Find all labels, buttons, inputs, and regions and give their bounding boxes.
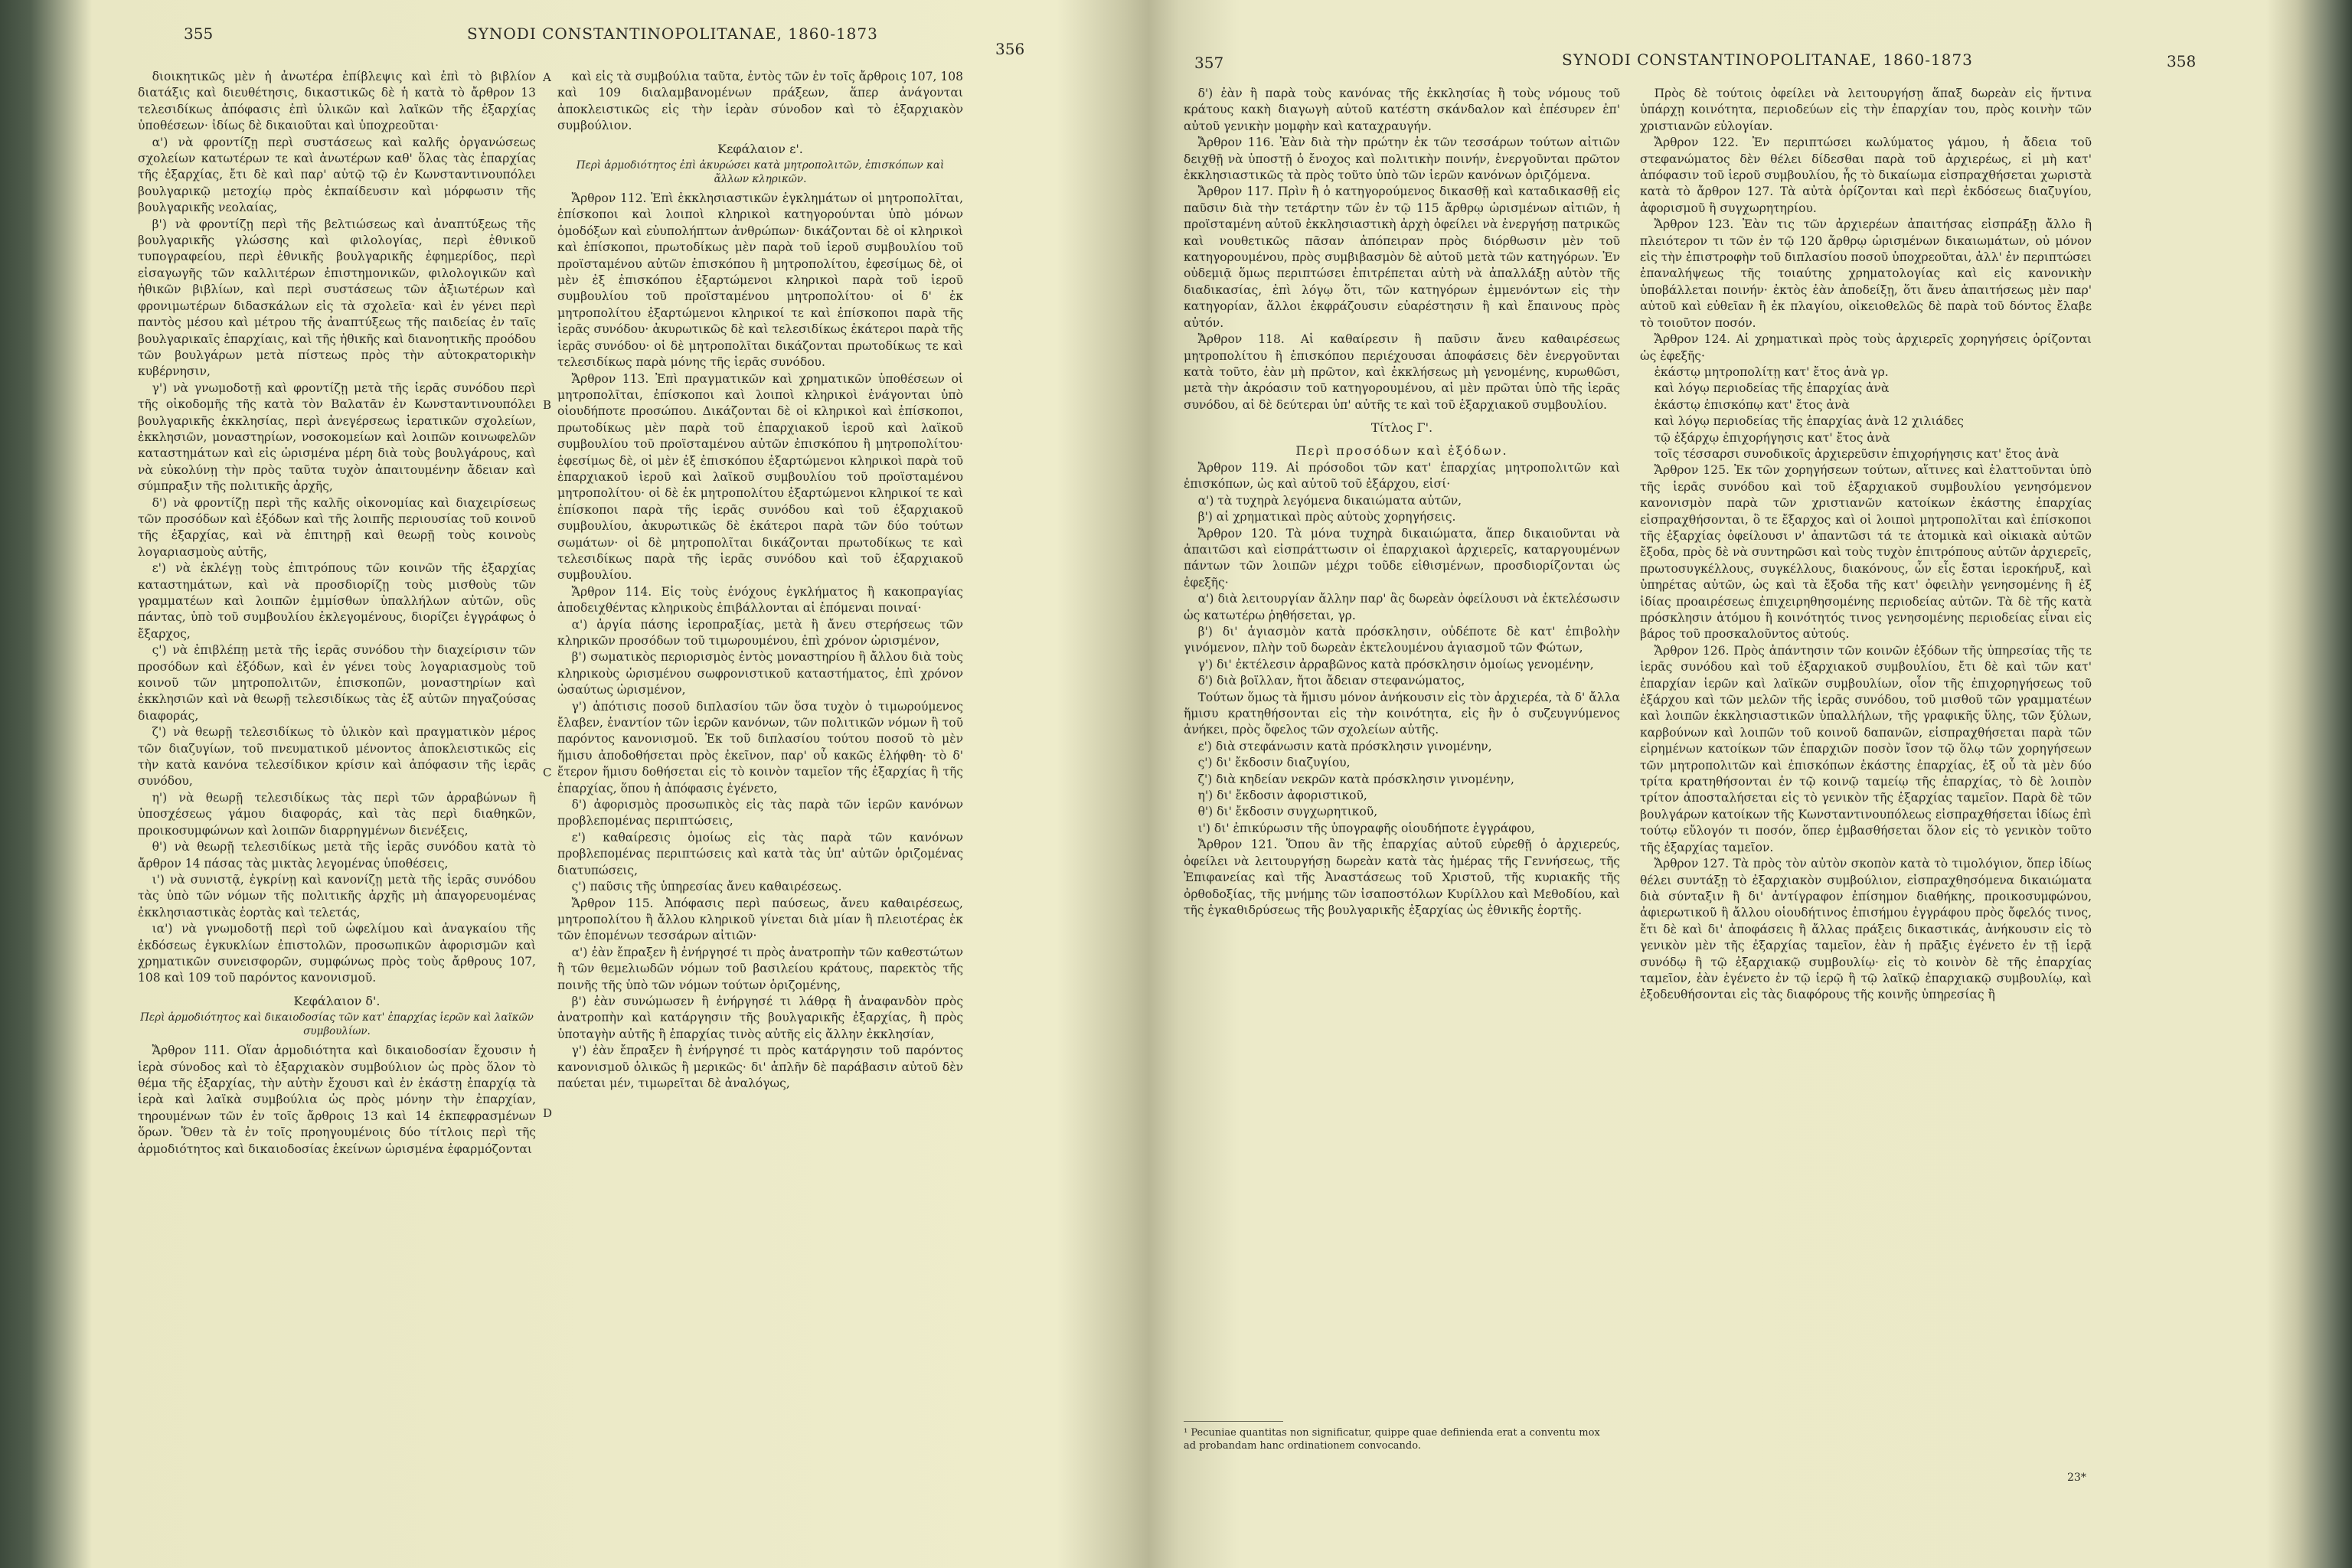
paragraph: ς') νὰ ἐπιβλέπῃ μετὰ τῆς ἱερᾶς συνόδου τὴν διαχείρισιν τῶν προσόδων καὶ ἐξόδων, καὶ ἐν γένει τοὺς λογαριασμοὺς τοῦ κοινοῦ τῶν μητροπολιτῶν, ἐπισκοπῶν, μοναστηρίων καὶ ἐκκλησιῶν καὶ νὰ θεωρῇ τελεσιδίκως τὰς ἐξ αὐτῶν πηγαζούσας διαφοράς, [138, 643, 536, 723]
paragraph: β') αἱ χρηματικαὶ πρὸς αὐτοὺς χορηγήσεις. [1197, 510, 1456, 524]
footnote-rule [1184, 1421, 1283, 1422]
paragraph: Πρὸς δὲ τούτοις ὀφείλει νὰ λειτουργήσῃ ἅπαξ δωρεὰν εἰς ἥντινα ὑπάρχῃ κοινότητα, περιοδεύων εἰς τὴν ἐπαρχίαν του, πρὸς κοινὴν τῶν χριστιανῶν εὐλογίαν. [1640, 87, 2092, 133]
paragraph: ε') διὰ στεφάνωσιν κατὰ πρόσκλησιν γινομένην, [1197, 739, 1492, 753]
paragraph: τῷ ἐξάρχῳ ἐπιχορήγησις κατ' ἔτος ἀνὰ [1654, 430, 1890, 445]
paragraph: διοικητικῶς μὲν ἡ ἀνωτέρα ἐπίβλεψις καὶ ἐπὶ τὸ βιβλίον διατάξις καὶ διευθέτησις, δικαστικῶς δὲ ἡ κατὰ τὸ ἄρθρον 13 τελεσιδίκως ἀπόφασις ἐπὶ ὑλικῶν καὶ λαϊκῶν τῆς ἐξαρχίας ὑποθέσεων· ἰδίως δὲ δικαιοῦται καὶ ὑποχρεοῦται· [138, 70, 536, 133]
chapter-subheading: Περὶ ἁρμοδιότητος καὶ δικαιοδοσίας τῶν κατ' ἐπαρχίας ἱερῶν καὶ λαϊκῶν συμβουλίων. [140, 1011, 534, 1038]
paragraph: Ἄρθρον 113. Ἐπὶ πραγματικῶν καὶ χρηματικῶν ὑποθέσεων οἱ μητροπολῖται, ἐπίσκοποι καὶ λοιποὶ κληρικοὶ ἐνάγονται ὑπὸ οἱουδήποτε προσώπου. Δικάζονται δὲ οἱ κληρικοὶ καὶ ἐπίσκοποι, πρωτοδίκως μὲν παρὰ τοῦ ἐπαρχιακοῦ ἱεροῦ καὶ λαϊκοῦ συμβουλίου τοῦ προϊσταμένου αὐτῶν ἐπισκόπου ἢ μητροπολίτου· ἐφεσίμως δὲ, οἱ μὲν ἐξ ἐπισκόπου ἐξαρτώμενοι κληρικοὶ παρὰ τοῦ ἐπαρχιακοῦ ἱεροῦ καὶ λαϊκοῦ συμβουλίου τοῦ προϊσταμένου μητροπολίτου· οἱ δὲ ἐκ μητροπολίτου ἐξαρτώμενοι κληρικοί τε καὶ ἐπίσκοποι παρὰ τῆς ἱερᾶς συνόδου καὶ τοῦ ἐξαρχιακοῦ συμβουλίου, ἀκυρωτικῶς δὲ ἑκάτεροι παρὰ τῶν δύο τούτων σωμάτων· οἱ δὲ μητροπολῖται δικάζονται πρωτοδίκως τε καὶ τελεσιδίκως παρὰ τῆς ἱερᾶς συνόδου καὶ τοῦ ἐξαρχιακοῦ συμβουλίου. [557, 371, 963, 583]
paragraph: ζ') διὰ κηδείαν νεκρῶν κατὰ πρόσκλησιν γινομένην, [1197, 772, 1514, 786]
paragraph: ς') παῦσις τῆς ὑπηρεσίας ἄνευ καθαιρέσεως. [571, 880, 842, 894]
paragraph: β') δι' ἁγιασμὸν κατὰ πρόσκλησιν, οὐδέποτε δὲ κατ' ἐπιβολὴν γινόμενον, πλὴν τοῦ δωρεὰν ἐκτελουμένου ἁγιασμοῦ τῶν Φώτων, [1184, 625, 1620, 655]
paragraph: β') σωματικὸς περιορισμὸς ἐντὸς μοναστηρίου ἢ ἄλλου διὰ τοὺς κληρικοὺς ὡρισμένου σωφρονιστικοῦ καταστήματος, ἐπὶ χρόνον ὡσαύτως ὡρισμένον, [557, 650, 963, 697]
paragraph: δ') ἐὰν ἢ παρὰ τοὺς κανόνας τῆς ἐκκλησίας ἢ τοὺς νόμους τοῦ κράτους κακὴ διαγωγὴ αὐτοῦ κατέστη σκάνδαλον καὶ ἐπέσυρεν ἐπ' αὐτοῦ γενικὴν μομφὴν καὶ καταχραυγήν. [1184, 87, 1620, 133]
paragraph: α') τὰ τυχηρὰ λεγόμενα δικαιώματα αὐτῶν, [1197, 493, 1462, 508]
paragraph: γ') νὰ γνωμοδοτῇ καὶ φροντίζῃ μετὰ τῆς ἱερᾶς συνόδου περὶ τῆς οἰκοδομῆς τῆς κατὰ τὸν Βαλατᾶν ἐν Κωνσταντινουπόλει βουλγαρικῆς ἐκκλησίας, περὶ ἀνεγέρσεως ἱερατικῶν σχολείων, ἐκκλησιῶν, μοναστηρίων, νοσοκομείων καὶ λοιπῶν κοινωφελῶν καταστημάτων καὶ εἰς ὡρισμένα μέρη διὰ τοὺς βουλγάρους, καὶ νὰ εὐκολύνῃ τὴν πρὸς ταῦτα τυχὸν ἀπαιτουμένην ἄδειαν καὶ σύμπραξιν τῆς πολιτικῆς ἀρχῆς, [138, 381, 536, 494]
margin-letter-b: B [543, 398, 552, 412]
paragraph: ἑκάστῳ ἐπισκόπῳ κατ' ἔτος ἀνὰ [1654, 397, 1850, 412]
paragraph: α') διὰ λειτουργίαν ἄλλην παρ' ἃς δωρεὰν ὀφείλουσι νὰ ἐκτελέσωσιν ὡς κατωτέρω ῥηθήσεται, γρ. [1184, 592, 1620, 622]
column-3 [1184, 86, 1620, 919]
paragraph: Ἄρθρον 119. Αἱ πρόσοδοι τῶν κατ' ἐπαρχίας μητροπολιτῶν καὶ ἐπισκόπων, ὡς καὶ αὐτοῦ τοῦ ἐξάρχου, εἰσί· [1184, 460, 1620, 492]
paragraph: Ἄρθρον 117. Πρὶν ἢ ὁ κατηγορούμενος δικασθῇ καὶ καταδικασθῇ εἰς παῦσιν διὰ τὴν τετάρτην τῶν ἐν τῷ 115 ἄρθρῳ ὡρισμένων αἰτιῶν, ἡ προϊσταμένη αὐτοῦ ἐκκλησιαστικὴ ἀρχὴ ὀφείλει νὰ ἐνεργήσῃ πατρικῶς καὶ νουθετικῶς πᾶσαν ἀπόπειραν πρὸς διόρθωσιν μὲν τοῦ κατηγορουμένου, πρὸς συμβιβασμὸν δὲ αὐτοῦ μετὰ τῶν κατηγόρων. Ἐν οὐδεμιᾷ ὅμως περιπτώσει ἐπιτρέπεται αὐτὴ νὰ ἀπαλλάξῃ αὐτὸν τῆς διαδικασίας, ἐπὶ λόγῳ ὅτι, τῶν κατηγόρων ἐμμενόντων εἰς τὴν κατηγορίαν, ἄλλοι ἐκφράζουσιν εὐαρέστησιν ἢ καὶ ἔπαινους πρὸς αὐτόν. [1184, 185, 1620, 330]
paragraph: καὶ λόγῳ περιοδείας τῆς ἐπαρχίας ἀνὰ [1654, 381, 1890, 396]
paragraph: Ἄρθρον 126. Πρὸς ἀπάντησιν τῶν κοινῶν ἐξόδων τῆς ὑπηρεσίας τῆς τε ἱερᾶς συνόδου καὶ τοῦ ἐξαρχιακοῦ συμβουλίου, ἔτι δὲ καὶ τῶν κατ' ἐπαρχίαν ἱερῶν καὶ λαϊκῶν συμβουλίων, οἷον τῆς ἐπιχορηγήσεως τοῦ ἐξάρχου καὶ τῶν μελῶν τῆς ἱερᾶς συνόδου, τοῦ μισθοῦ τῶν γραμματέων καὶ λοιπῶν ἐκκλησιαστικῶν ὑπαλλήλων, τῆς γραφικῆς ὕλης, τῶν ξύλων, καρβούνων καὶ λοιπῶν τοῦ κοινοῦ δαπανῶν, εἰσπραχθήσεται παρὰ τῶν εἰρημένων κατοίκων τῶν ἐπαρχιῶν ποσὸν ἴσον τῷ ὅλῳ τῶν χορηγήσεων τῶν μητροπολιτῶν καὶ ἐπισκόπων ἑκάστης ἐπαρχίας, ἐξ οὗ τὰ μὲν δύο τρίτα κρατηθήσονται ἐν τῷ κοινῷ ταμείῳ τῆς ἐπαρχίας, τὸ δὲ λοιπὸν τρίτον ἀποσταλήσεται εἰς τὸ γενικὸν τῆς ἐξαρχίας ταμεῖον. Παρὰ δὲ τῶν βουλγάρων κατοίκων τῆς Κωνσταντινουπόλεως εἰσπραχθήσεται ἰδίως ἐπὶ τούτῳ εὔλογόν τι ποσόν, ὅπερ ἐμβασθήσεται ὅλον εἰς τὸ γενικὸν τοῦτο τῆς ἐξαρχίας ταμεῖον. [1640, 643, 2092, 854]
right-running-title: SYNODI CONSTANTINOPOLITANAE, 1860-1873 [1562, 51, 1973, 69]
page-number-355: 355 [184, 24, 214, 43]
left-running-title: SYNODI CONSTANTINOPOLITANAE, 1860-1873 [467, 24, 878, 43]
paragraph: θ') δι' ἔκδοσιν συγχωρητικοῦ, [1197, 805, 1378, 819]
page-number-358: 358 [2167, 52, 2197, 70]
paragraph: ι') δι' ἐπικύρωσιν τῆς ὑπογραφῆς οἱουδήποτε ἐγγράφου, [1197, 821, 1535, 835]
paragraph: γ') δι' ἐκτέλεσιν ἀρραβῶνος κατὰ πρόσκλησιν ὁμοίως γενομένην, [1197, 657, 1594, 671]
paragraph: τοῖς τέσσαρσι συνοδικοῖς ἀρχιερεῦσιν ἐπιχορήγησις κατ' ἔτος ἀνὰ [1654, 446, 2060, 461]
paragraph: Ἄρθρον 122. Ἐν περιπτώσει κωλύματος γάμου, ἡ ἄδεια τοῦ στεφανώματος δὲν θέλει δίδεσθαι παρὰ τοῦ ἀρχιερέως, εἰ μὴ κατ' ἀπόφασιν τοῦ ἱεροῦ συμβουλίου, ἧς τὸ δικαίωμα εἰσπραχθήσεται χωριστὰ κατὰ τὸ ἄρθρον 127. Τὰ αὐτὰ ὁρίζονται καὶ περὶ ἐκδόσεως διαζυγίου, ἀφορισμοῦ ἢ συγχωρητηρίου. [1640, 136, 2092, 215]
page-number-357: 357 [1194, 54, 1224, 72]
column-4 [1640, 86, 2092, 1004]
paragraph: Ἄρθρον 111. Οἵαν ἁρμοδιότητα καὶ δικαιοδοσίαν ἔχουσιν ἡ ἱερὰ σύνοδος καὶ τὸ ἐξαρχιακὸν συμβούλιον ὡς πρὸς ὅλον τὸ θέμα τῆς ἐξαρχίας, τὴν αὐτὴν ἔχουσι καὶ ἐν ἑκάστῃ ἐπαρχίᾳ τὰ ἱερὰ καὶ λαϊκὰ συμβούλια ὡς πρὸς μόνην τὴν ἐπαρχίαν, τηρουμένων τῶν ἐν τοῖς ἄρθροις 13 καὶ 14 ἐκπεφρασμένων ὅρων. Ὅθεν τὰ ἐν τοῖς προηγουμένοις δύο τίτλοις περὶ τῆς ἁρμοδιότητος καὶ δικαιοδοσίας ἐκείνων ὡρισμένα ἐφαρμόζονται [138, 1044, 536, 1156]
paragraph: ἑκάστῳ μητροπολίτῃ κατ' ἔτος ἀνὰ γρ. [1654, 364, 1889, 379]
title-heading: Τίτλος Γ'. [1370, 420, 1433, 436]
paragraph: α') ἀργία πάσης ἱεροπραξίας, μετὰ ἢ ἄνευ στερήσεως τῶν κληρικῶν προσόδων τοῦ τιμωρουμένου, ἐπὶ χρόνον ὡρισμένον, [557, 617, 963, 648]
paragraph: Ἄρθρον 118. Αἱ καθαίρεσιν ἢ παῦσιν ἄνευ καθαιρέσεως μητροπολίτου ἢ ἐπισκόπου περιέχουσαι ἀποφάσεις δὲν ἐνεργοῦνται κατὰ τοῦτο, ἐὰν μὴ πρῶτον, καὶ ἐκκλήσεως μὴ γενομένης, κυρωθῶσι, μετὰ τὴν ἀκρόασιν τοῦ κατηγορουμένου, αἱ μὲν πρῶται ὑπὸ τῆς ἱερᾶς συνόδου, αἱ δὲ δεύτεραι ὑπ' αὐτῆς τε καὶ τοῦ ἐξαρχιακοῦ συμβουλίου. [1184, 332, 1620, 412]
paragraph: Ἄρθρον 121. Ὅπου ἂν τῆς ἐπαρχίας αὐτοῦ εὑρεθῇ ὁ ἀρχιερεύς, ὀφείλει νὰ λειτουργήσῃ δωρεὰν κατὰ τὰς ἡμέρας τῆς Γεννήσεως, τῆς Ἐπιφανείας καὶ τῆς Ἀναστάσεως τοῦ Χριστοῦ, τῆς κυριακῆς τῆς ὀρθοδοξίας, τῆς μνήμης τῶν ἰσαποστόλων Κυρίλλου καὶ Μεθοδίου, καὶ τῆς ἐγκαθιδρύσεως τῆς βουλγαρικῆς ἐξαρχίας ὡς ἐθνικῆς ἑορτῆς. [1184, 838, 1620, 917]
chapter-heading: Κεφάλαιον δ'. [293, 993, 381, 1008]
paragraph: Τούτων ὅμως τὰ ἥμισυ μόνον ἀνήκουσιν εἰς τὸν ἀρχιερέα, τὰ δ' ἄλλα ἥμισυ κρατηθήσονται εἰς τὴν κοινότητα, εἰς ἣν ὁ συζευγνύμενος ἀνήκει, πρὸς ὄφελος τῶν σχολείων αὐτῆς. [1184, 690, 1620, 737]
paragraph: ε') νὰ ἐκλέγῃ τοὺς ἐπιτρόπους τῶν κοινῶν τῆς ἐξαρχίας καταστημάτων, καὶ νὰ προσδιορίζῃ τοὺς μισθοὺς τῶν γραμματέων καὶ λοιπῶν ἐμμίσθων ὑπαλλήλων αὐτῶν, οὓς πάντας, ὑπὸ τοῦ συμβουλίου ἐκλεγομένους, διορίζει ἐγγράφως ὁ ἔξαρχος, [138, 561, 536, 641]
paragraph: δ') διὰ βοϊλλαν, ἤτοι ἄδειαν στεφανώματος, [1197, 674, 1465, 688]
paragraph: γ') ἀπότισις ποσοῦ διπλασίου τῶν ὅσα τυχὸν ὁ τιμωρούμενος ἔλαβεν, ἐναντίον τῶν ἱερῶν κανόνων, τῶν πολιτικῶν νόμων ἢ τοῦ παρόντος κανονισμοῦ. Ἐκ τοῦ διπλασίου τούτου ποσοῦ τὸ μὲν ἥμισυ ἀποδοθήσεται πρὸς ἐκεῖνον, παρ' οὗ κακῶς ἐλήφθη· τὸ δ' ἕτερον ἥμισυ δοθήσεται εἰς τὸ κοινὸν ταμεῖον τῆς ἐξαρχίας ἢ τῆς ἐπαρχίας, ὅπου ἡ ἀπόφασις ἐγένετο, [557, 699, 963, 795]
footnote-text: ¹ Pecuniae quantitas non significatur, quippe quae definienda erat a conventu mox ad probandam hanc ordinationem convocando. [1184, 1427, 1600, 1452]
paragraph: ς') δι' ἔκδοσιν διαζυγίου, [1197, 756, 1351, 770]
signature-mark: 23* [2067, 1472, 2086, 1484]
paragraph: Ἄρθρον 115. Ἀπόφασις περὶ παύσεως, ἄνευ καθαιρέσεως, μητροπολίτου ἢ ἄλλου κληρικοῦ γίνεται διὰ μίαν ἢ πλειοτέρας ἐκ τῶν ἑπομένων τεσσάρων αἰτιῶν· [557, 896, 963, 943]
chapter-heading: Κεφάλαιον ε'. [717, 141, 803, 156]
paragraph: β') νὰ φροντίζῃ περὶ τῆς βελτιώσεως καὶ ἀναπτύξεως τῆς βουλγαρικῆς γλώσσης καὶ φιλολογίας, περὶ ἐθνικοῦ τυπογραφείου, περὶ ἐθνικῆς βουλγαρικῆς ἐφημερίδος, περὶ εἰσαγωγῆς τῶν καλλιτέρων ἐπιστημονικῶν, φιλολογικῶν καὶ ἠθικῶν βιβλίων, καὶ περὶ συστάσεως τῶν ἀξιωτέρων καὶ φρονιμωτέρων διδασκάλων εἰς τὰ σχολεῖα· καὶ ἐν γένει περὶ παντὸς μέσου καὶ μέτρου τῆς ἀναπτύξεως τῆς παιδείας ἐν ταῖς βουλγαρικαῖς ἐπαρχίαις, καὶ τῆς ἠθικῆς καὶ διανοητικῆς προόδου τῶν βουλγάρων μετὰ πίστεως πρὸς τὴν αὐτοκρατορικὴν κυβέρνησιν, [138, 217, 536, 379]
paragraph: Ἄρθρον 124. Αἱ χρηματικαὶ πρὸς τοὺς ἀρχιερεῖς χορηγήσεις ὁρίζονται ὡς ἐφεξῆς· [1640, 332, 2092, 363]
paragraph: ια') νὰ γνωμοδοτῇ περὶ τοῦ ὠφελίμου καὶ ἀναγκαίου τῆς ἐκδόσεως ἐγκυκλίων ἐπιστολῶν, προσωπικῶν ἀφορισμῶν καὶ χρηματικῶν συνεισφορῶν, συμφώνως πρὸς τοὺς ἄρθρους 107, 108 καὶ 109 τοῦ παρόντος κανονισμοῦ. [138, 922, 536, 985]
column-1 [138, 69, 536, 1158]
paragraph: θ') νὰ θεωρῇ τελεσιδίκως μετὰ τῆς ἱερᾶς συνόδου κατὰ τὸ ἄρθρον 14 πάσας τὰς μικτὰς λεγομένας ὑποθέσεις, [138, 840, 536, 871]
paragraph: α') ἐὰν ἔπραξεν ἢ ἐνήργησέ τι πρὸς ἀνατροπὴν τῶν καθεστώτων ἢ τῶν θεμελιωδῶν νόμων τοῦ βασιλείου κράτους, παρεκτὸς τῆς ποινῆς τῆς ὑπὸ τῶν νόμων τούτων ὁριζομένης, [557, 945, 963, 992]
paragraph: γ') ἐὰν ἔπραξεν ἢ ἐνήργησέ τι πρὸς κατάργησιν τοῦ παρόντος κανονισμοῦ ὁλικῶς ἢ μερικῶς· δι' ἁπλῆν δὲ παράβασιν αὐτοῦ δὲν παύεται μέν, τιμωρεῖται δὲ ἀναλόγως, [557, 1044, 963, 1090]
paragraph: β') ἐὰν συνώμωσεν ἢ ἐνήργησέ τι λάθρᾳ ἢ ἀναφανδὸν πρὸς ἀνατροπὴν καὶ κατάργησιν τῆς βουλγαρικῆς ἐξαρχίας, ἢ πρὸς ὑποταγὴν αὐτῆς ἢ ἐπαρχίας τινὸς αὐτῆς εἰς ἄλλην ἐκκλησίαν, [557, 994, 963, 1041]
page-number-356: 356 [995, 40, 1025, 58]
paragraph: Ἄρθρον 114. Εἰς τοὺς ἐνόχους ἐγκλήματος ἢ κακοπραγίας ἀποδειχθέντας κληρικοὺς ἐπιβάλλονται αἱ ἑπόμεναι ποιναί· [557, 584, 963, 616]
margin-letter-c: C [543, 766, 552, 779]
chapter-subheading: Περὶ ἁρμοδιότητος ἐπὶ ἀκυρώσει κατὰ μητροπολιτῶν, ἐπισκόπων καὶ ἄλλων κληρικῶν. [576, 159, 945, 186]
paragraph: α') νὰ φροντίζῃ περὶ συστάσεως καὶ καλῆς ὀργανώσεως σχολείων κατωτέρων τε καὶ ἀνωτέρων καθ' ὅλας τὰς ἐπαρχίας τῆς ἐξαρχίας, ἔτι δὲ καὶ παρ' αὐτῷ τῷ ἐν Κωνσταντινουπόλει βουλγαρικῷ μετοχίῳ πρὸς ἐκπαίδευσιν καὶ μόρφωσιν τῆς βουλγαρικῆς νεολαίας, [138, 135, 536, 215]
paragraph: καὶ εἰς τὰ συμβούλια ταῦτα, ἐντὸς τῶν ἐν τοῖς ἄρθροις 107, 108 καὶ 109 διαλαμβανομένων πράξεων, ἅπερ ἀνάγονται ἀποκλειστικῶς εἰς τὴν ἱερὰν σύνοδον καὶ τὸ ἐξαρχιακὸν συμβούλιον. [557, 70, 963, 133]
paragraph: ε') καθαίρεσις ὁμοίως εἰς τὰς παρὰ τῶν κανόνων προβλεπομένας περιπτώσεις καὶ κατὰ τὰς ὑπ' αὐτῶν ὁριζομένας διατυπώσεις, [557, 830, 963, 877]
title-subheading: Περὶ προσόδων καὶ ἐξόδων. [1295, 443, 1508, 458]
paragraph: η') νὰ θεωρῇ τελεσιδίκως τὰς περὶ τῶν ἀρραβώνων ἢ ὑποσχέσεως γάμου διαφοράς, καὶ τὰς περὶ διαθηκῶν, προικοσυμφώνων καὶ λοιπῶν διαρρηγμένων διενέξεις, [138, 790, 536, 838]
paragraph: Ἄρθρον 116. Ἐὰν διὰ τὴν πρώτην ἐκ τῶν τεσσάρων τούτων αἰτιῶν δειχθῇ νὰ ὑποστῇ ὁ ἔνοχος καὶ πολιτικὴν ποινήν, ἐνεργοῦνται πρῶτον ἐκκλησιαστικῶς τὰ πρὸς τοῦτο ὑπὸ τῶν ἱερῶν κανόνων ὁριζόμενα. [1184, 136, 1620, 183]
paragraph: καὶ λόγῳ περιοδείας τῆς ἐπαρχίας ἀνὰ 12 χιλιάδες [1654, 414, 1964, 429]
paragraph: Ἄρθρον 112. Ἐπὶ ἐκκλησιαστικῶν ἐγκλημάτων οἱ μητροπολῖται, ἐπίσκοποι καὶ λοιποὶ κληρικοὶ κατηγορούνται ὑπὸ μόνων ὁμοδόξων καὶ εὐυπολήπτων ἀνθρώπων· δικάζονται δὲ οἱ κληρικοὶ καὶ ἐπίσκοποι, πρωτοδίκως μὲν παρὰ τοῦ ἱεροῦ συμβουλίου τοῦ προϊσταμένου αὐτῶν ἐπισκόπου ἢ μητροπολίτου, ἐφεσίμως δὲ, οἱ μὲν ἐξ ἐπισκόπου ἐξαρτώμενοι κληρικοὶ παρὰ τοῦ ἱεροῦ συμβουλίου τοῦ προϊσταμένου μητροπολίτου· οἱ δ' ἐκ μητροπολίτου ἐξαρτώμενοι κληρικοί τε καὶ ἐπίσκοποι παρὰ τῆς ἱερᾶς συνόδου· ἀκυρωτικῶς δὲ καὶ τελεσιδίκως ἑκάτεροι παρὰ τῆς ἱερᾶς συνόδου· οἱ δὲ μητροπολῖται δικάζονται πρωτοδίκως τε καὶ τελεσιδίκως παρὰ μόνης τῆς ἱερᾶς συνόδου. [557, 191, 963, 370]
paragraph: ζ') νὰ θεωρῇ τελεσιδίκως τὸ ὑλικὸν καὶ πραγματικὸν μέρος τῶν διαζυγίων, τοῦ πνευματικοῦ μένοντος ἀποκλειστικῶς εἰς τὴν κατὰ κανόνα τελεσίδικον κρίσιν καὶ ἀπόφασιν τῆς ἱερᾶς συνόδου, [138, 725, 536, 789]
paragraph: Ἄρθρον 125. Ἐκ τῶν χορηγήσεων τούτων, αἵτινες καὶ ἐλαττοῦνται ὑπὸ τῆς ἱερᾶς συνόδου καὶ τοῦ ἐξαρχιακοῦ συμβουλίου γενησόμενον κανονισμὸν παρὰ τῶν χριστιανῶν κατοίκων ἑκάστης ἐπαρχίας εἰσπραχθήσονται, ὃ τε ἔξαρχος καὶ οἱ λοιποὶ μητροπολῖται καὶ ἐπίσκοποι τῆς ἐξαρχίας ὀφείλουσι ν' ἀπαντῶσι τά τε ἀτομικὰ καὶ οἰκιακὰ αὐτῶν ἔξοδα, πρὸς δὲ νὰ συντηρῶσι καὶ τοὺς τυχὸν ἐπιτρόπους αὐτῶν ἀρχιερεῖς, πρωτοσυγκέλλους, συγκέλλους, διακόνους, ὧν εἷς ἔσται ἱεροκήρυξ, καὶ ὑπηρέτας αὐτῶν, ὡς καὶ τὰ ἔξοδα τῆς κατ' ὀφειλὴν γενησομένης ἢ ἐξ ἰδίας προαιρέσεως ἐπιχειρηθησομένης περιοδείας αὐτῶν. Τὰ δὲ τῆς κατὰ πρόσκλησιν ἀτόμου ἢ κοινότητός τινος γενησομένης περιοδείας εἶναι εἰς βάρος τοῦ προσκαλοῦντος αὐτούς. [1640, 463, 2092, 642]
paragraph: Ἄρθρον 120. Τὰ μόνα τυχηρὰ δικαιώματα, ἅπερ δικαιοῦνται νὰ ἀπαιτῶσι καὶ εἰσπράττωσιν οἱ ἐπαρχιακοὶ ἀρχιερεῖς, καταργουμένων πάντων τῶν λοιπῶν μέχρι τοῦδε εἰθισμένων, προσδιορίζονται ὡς ἐφεξῆς· [1184, 526, 1620, 590]
column-2 [557, 69, 963, 1092]
paragraph: ι') νὰ συνιστᾷ, ἐγκρίνῃ καὶ κανονίζῃ μετὰ τῆς ἱερᾶς συνόδου τὰς ὑπὸ τῶν νόμων τῆς πολιτικῆς ἀρχῆς μὴ ἀπαγορευομένας ἐκκλησιαστικὰς ἑορτὰς καὶ τελετάς, [138, 872, 536, 920]
paragraph: η') δι' ἔκδοσιν ἀφοριστικοῦ, [1197, 789, 1367, 803]
margin-letter-a: A [543, 70, 551, 84]
footnote [1184, 1421, 1612, 1452]
paragraph: δ') ἀφορισμὸς προσωπικὸς εἰς τὰς παρὰ τῶν ἱερῶν κανόνων προβλεπομένας περιπτώσεις, [557, 798, 963, 828]
paragraph: Ἄρθρον 127. Τὰ πρὸς τὸν αὐτὸν σκοπὸν κατὰ τὸ τιμολόγιον, ὅπερ ἰδίως θέλει συντάξῃ τὸ ἐξαρχιακὸν συμβούλιον, εἰσπραχθησόμενα δικαιώματα διὰ σύνταξιν ἢ δι' ἀντίγραφον ἐπίσημον διαθήκης, προικοσυμφώνου, ἀφιερωτικοῦ ἢ ἄλλου οἱουδήτινος ἐπισήμου ἐγγράφου πρὸς ὄφελός τινος, ἔτι δὲ καὶ δι' ἀποφάσεις ἢ ἄλλας πράξεις δικαστικάς, ἀνήκουσιν εἰς τὸ γενικὸν μὲν τῆς ἐξαρχίας ταμεῖον, ἐὰν ἡ πρᾶξις ἐγένετο ἐν τῇ ἱερᾷ συνόδῳ ἢ τῷ ἐξαρχιακῷ συμβουλίῳ· εἰς τὸ κοινὸν δὲ τῆς ἐπαρχίας ταμεῖον, ἐὰν ἐγένετο ἐν τῷ ἱερῷ ἢ τῷ λαϊκῷ ἐπαρχιακῷ συμβουλίῳ, καὶ ἐξοδευθήσονται εἰς τὰς διαφόρους τῆς κοινῆς ὑπηρεσίας ἢ [1640, 857, 2092, 1002]
paragraph: δ') νὰ φροντίζῃ περὶ τῆς καλῆς οἰκονομίας καὶ διαχειρίσεως τῶν προσόδων καὶ ἐξόδων καὶ τῆς λοιπῆς περιουσίας τοῦ κοινοῦ τῆς ἐξαρχίας, καὶ νὰ ἐπιτηρῇ καὶ θεωρῇ τοὺς κοινοὺς λογαριασμοὺς αὐτῆς, [138, 495, 536, 559]
paragraph: Ἄρθρον 123. Ἐὰν τις τῶν ἀρχιερέων ἀπαιτήσας εἰσπράξῃ ἄλλο ἢ πλειότερον τι τῶν ἐν τῷ 120 ἄρθρῳ ὡρισμένων δικαιωμάτων, οὐ μόνον εἰς τὴν ἐπιστροφὴν τοῦ διπλασίου ποσοῦ ὑποχρεοῦται, ἀλλ' ἐν περιπτώσει ἐπαναλήψεως τῆς τοιαύτης χρηματολογίας καὶ εἰς κανονικὴν ὑποβάλλεται ποινήν· ἐκτὸς ἐὰν ἀποδείξῃ, ὅτι ἄνευ ἀπαιτήσεως μὲν παρ' αὐτοῦ καὶ εὐθεῖαν ἢ ἐκ πλαγίου, οἰκειοθελῶς δὲ παρὰ τοῦ δόντος ἔλαβε τὸ τοιοῦτον ποσόν. [1640, 217, 2092, 330]
margin-letter-d: D [543, 1106, 553, 1120]
